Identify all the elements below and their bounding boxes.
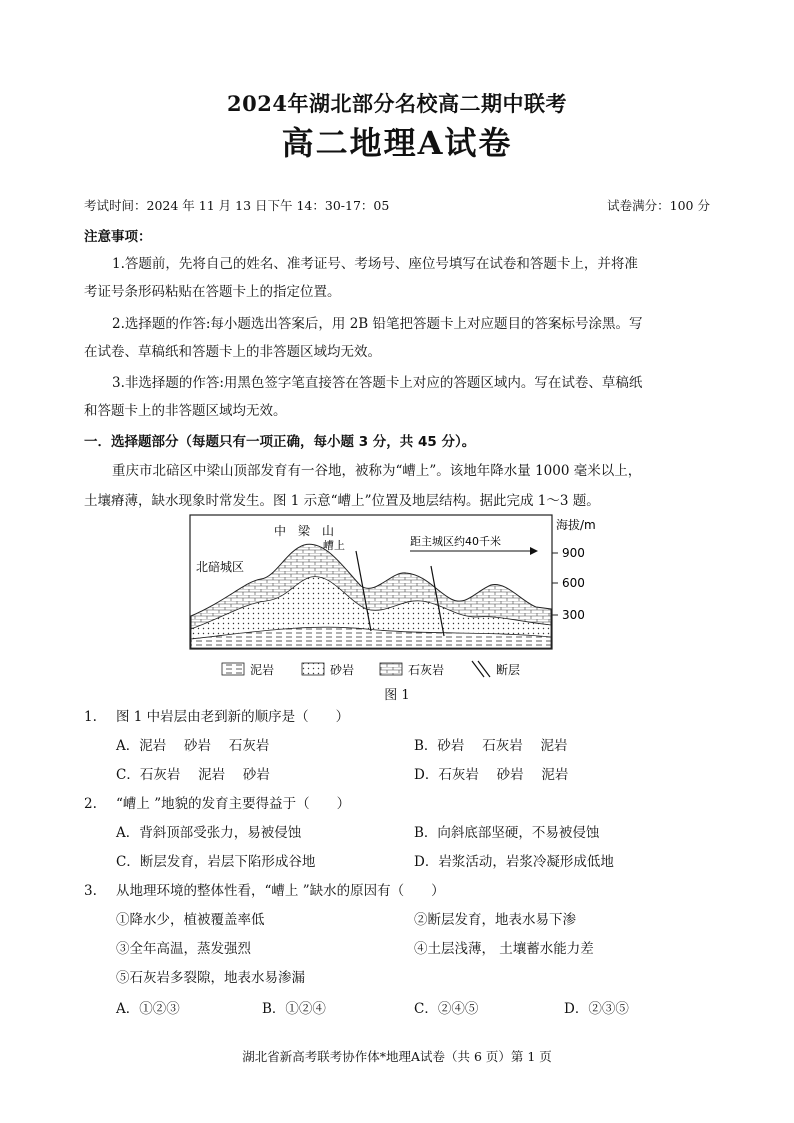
notice-heading: 注意事项：: [84, 229, 152, 245]
question-intro: [84, 456, 714, 516]
option[interactable]: D．②③⑤: [564, 1001, 629, 1017]
notice-item: [84, 369, 714, 425]
question-number: 1.: [84, 709, 97, 725]
option[interactable]: A．背斜顶部受张力，易被侵蚀: [116, 825, 302, 841]
option[interactable]: A．泥岩 砂岩 石灰岩: [116, 738, 270, 754]
notice-text: 2.选择题的作答:每小题选出答案后，用 2B 铅笔把答题卡上对应题目的答案标号涂黑。写: [112, 316, 643, 332]
notice-text: 和答题卡上的非答题区域均无效。: [84, 403, 287, 419]
option[interactable]: A．①②③: [116, 1001, 180, 1017]
page-footer: 湖北省新高考联考协作体*地理A试卷（共 6 页）第 1 页: [242, 1049, 552, 1064]
option[interactable]: D．岩浆活动，岩浆冷凝形成低地: [414, 854, 614, 870]
exam-time: 考试时间：2024 年 11 月 13 日下午 14：30-17：05: [84, 198, 390, 213]
exam-subtitle: 高二地理A试卷: [281, 124, 513, 162]
statement: ②断层发育，地表水易下渗: [414, 912, 576, 928]
statement: ④土层浅薄， 土壤蓄水能力差: [414, 941, 594, 957]
intro-text: 重庆市北碚区中梁山顶部发育有一谷地，被称为“嶆上”。该地年降水量 1000 毫米以上，: [112, 463, 642, 479]
legend-label: 断层: [496, 663, 521, 677]
notice-text: 1.答题前，先将自己的姓名、准考证号、考场号、座位号填写在试卷和答题卡上，并将准: [112, 256, 638, 272]
question-stem: 图 1 中岩层由老到新的顺序是（ ）: [116, 709, 350, 725]
legend-swatch-limestone: [380, 663, 402, 675]
question-number: 2.: [84, 796, 97, 812]
option[interactable]: C．②④⑤: [414, 1001, 479, 1017]
question-3: [84, 879, 445, 899]
notice-text: 考证号条形码粘贴在答题卡上的指定位置。: [84, 284, 341, 300]
axis-title: 海拔/m: [556, 518, 596, 532]
legend-label: 泥岩: [250, 663, 275, 677]
notice-text: 3.非选择题的作答:用黑色签字笔直接答在答题卡上对应的答题区域内。写在试卷、草稿纸: [112, 375, 643, 391]
legend-swatch-mudstone: [222, 663, 244, 675]
option[interactable]: C．断层发育，岩层下陷形成谷地: [116, 854, 316, 870]
geology-cross-section: [186, 511, 626, 691]
legend-swatch-sandstone: [302, 663, 324, 675]
label-distance: 距主城区约40千米: [410, 535, 501, 548]
question-1: [84, 705, 349, 725]
exam-score: 试卷满分：100 分: [607, 198, 710, 213]
fault-icon: [472, 661, 490, 677]
question-stem: 从地理环境的整体性看，“嶆上 ”缺水的原因有（ ）: [116, 883, 445, 899]
statement: ⑤石灰岩多裂隙，地表水易渗漏: [116, 970, 305, 986]
exam-title: 2024年湖北部分名校高二期中联考: [227, 91, 567, 116]
option[interactable]: B．向斜底部坚硬，不易被侵蚀: [414, 825, 600, 841]
exam-meta: [84, 196, 710, 214]
tick-label: 600: [562, 576, 585, 590]
section-heading: 一．选择题部分（每题只有一项正确，每小题 3 分，共 45 分）。: [84, 434, 476, 450]
notice-item: [84, 310, 714, 366]
option[interactable]: D．石灰岩 砂岩 泥岩: [414, 767, 569, 783]
question-stem: “嶆上 ”地貌的发育主要得益于（ ）: [116, 796, 351, 812]
label-mountain: 中 梁 山: [273, 524, 335, 538]
figure-caption: 图 1: [384, 688, 410, 703]
statement: ①降水少，植被覆盖率低: [116, 912, 265, 928]
axis-ticks: [552, 553, 558, 615]
statement: ③全年高温，蒸发强烈: [116, 941, 251, 957]
label-valley: 嶆上: [323, 539, 345, 552]
notice-text: 在试卷、草稿纸和答题卡上的非答题区域均无效。: [84, 344, 381, 360]
tick-label: 900: [562, 546, 585, 560]
intro-text: 土壤瘠薄，缺水现象时常发生。图 1 示意“嶆上”位置及地层结构。据此完成 1～3 题。: [84, 493, 600, 509]
option[interactable]: C．石灰岩 泥岩 砂岩: [116, 767, 270, 783]
tick-label: 300: [562, 608, 585, 622]
legend-label: 石灰岩: [408, 663, 445, 677]
label-city: 北碚城区: [196, 560, 245, 574]
notice-item: [84, 250, 714, 306]
legend-label: 砂岩: [330, 663, 355, 677]
option[interactable]: B．①②④: [262, 1001, 326, 1017]
question-2: [84, 792, 350, 812]
question-number: 3.: [84, 883, 97, 899]
option[interactable]: B．砂岩 石灰岩 泥岩: [414, 738, 568, 754]
